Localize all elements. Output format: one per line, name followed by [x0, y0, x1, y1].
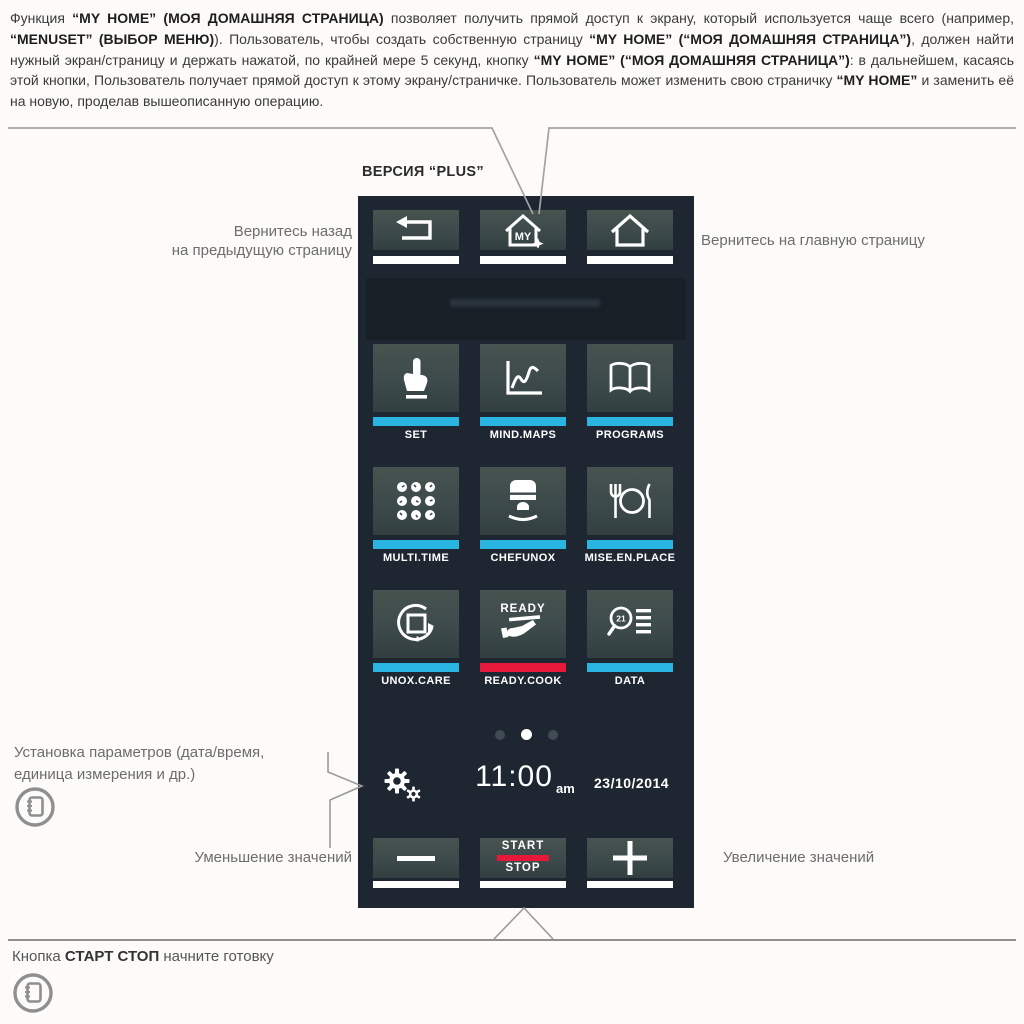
tile-set [373, 344, 459, 441]
programs-button[interactable] [587, 344, 673, 412]
nav-home-cell [587, 210, 673, 250]
tile-accent-bar [480, 540, 566, 549]
annotation-back [112, 222, 352, 260]
increase-cell [587, 838, 673, 878]
tile-chefunox [480, 467, 566, 564]
chefunox-toque-icon [503, 478, 543, 524]
page-indicator [358, 729, 694, 740]
footer-bold: СТАРТ СТОП [64, 948, 160, 965]
tile-programs [587, 344, 673, 441]
annotation-settings-line1: Установка параметров (дата/время, [14, 744, 265, 761]
annotation-decrease: Уменьшение значений [194, 849, 352, 866]
intro-text: , должен найти нужный экран/страницу и держать нажатой, по крайней мере 5 секунд, кнопку [10, 30, 1014, 68]
plus-icon [613, 841, 647, 875]
data-button[interactable] [587, 590, 673, 658]
intro-text: : в дальнейшем, касаясь этой кнопки, Пользователь получает прямой доступ к этому экрану/страничке. Пользователь может изменить свою страничку [10, 51, 1014, 89]
annotation-back-line1: Вернитесь назад [233, 223, 352, 240]
footer-text: начните готовку [159, 948, 274, 965]
annotation-increase: Увеличение значений [723, 849, 875, 866]
magnifier-digits: 21 [616, 613, 626, 624]
home-button[interactable] [587, 210, 673, 250]
version-label: ВЕРСИЯ “PLUS” [362, 164, 484, 180]
footer-caption [12, 948, 274, 965]
mise-en-place-plate-icon [606, 481, 654, 521]
tile-ready-cook [480, 590, 566, 687]
tile-accent-bar [480, 663, 566, 672]
back-button[interactable] [373, 210, 459, 250]
faint-header-zone [366, 278, 686, 340]
intro-text: и заменить её на новую, проделав вышеописанную операцию. [10, 72, 1015, 110]
ready-text: READY [500, 603, 546, 615]
button-underline [587, 256, 673, 264]
tile-accent-bar [373, 417, 459, 426]
faint-header-smudge [450, 299, 600, 307]
tile-accent-bar [480, 417, 566, 426]
tile-unox-care [373, 590, 459, 687]
annotation-home: Вернитесь на главную страницу [701, 232, 925, 249]
button-underline [480, 256, 566, 264]
settings-gear-button[interactable] [382, 766, 424, 807]
gears-icon [382, 766, 424, 802]
tile-accent-bar [373, 663, 459, 672]
mise-en-place-button[interactable] [587, 467, 673, 535]
decrease-cell [373, 838, 459, 878]
multi-time-button[interactable] [373, 467, 459, 535]
data-magnifier-icon [606, 604, 654, 644]
multi-time-clocks-icon [395, 480, 437, 522]
start-label: START [501, 840, 545, 853]
stop-label: STOP [505, 862, 541, 875]
pager-dot[interactable] [495, 730, 505, 740]
time-display: 11:00 [475, 760, 553, 793]
tile-mind-maps [480, 344, 566, 441]
chefunox-button[interactable] [480, 467, 566, 535]
set-hand-icon [394, 355, 438, 401]
button-underline [587, 881, 673, 888]
pager-dot-active[interactable] [521, 729, 532, 740]
intro-bold: “MENUSET” (ВЫБОР МЕНЮ) [10, 30, 215, 47]
intro-text: ). Пользователь, чтобы создать собственную страницу [214, 30, 590, 47]
divider-line [8, 939, 1016, 941]
unox-care-button[interactable] [373, 590, 459, 658]
mind-maps-button[interactable] [480, 344, 566, 412]
date-display: 23/10/2014 [594, 775, 670, 791]
set-button[interactable] [373, 344, 459, 412]
ready-cook-button[interactable] [480, 590, 566, 658]
minus-icon [397, 856, 435, 861]
tile-multi-time [373, 467, 459, 564]
tile-label: CHEFUNOX [490, 552, 556, 564]
tile-label: DATA [614, 675, 646, 687]
tile-accent-bar [587, 663, 673, 672]
button-underline [373, 881, 459, 888]
tile-mise-en-place [584, 467, 676, 564]
intro-bold: “MY HOME” (МОЯ ДОМАШНЯЯ СТРАНИЦА) [72, 10, 384, 26]
annotation-settings [14, 742, 264, 786]
plus-button[interactable] [587, 838, 673, 878]
unox-care-refresh-icon [393, 601, 439, 647]
intro-text: Функция [10, 10, 73, 26]
tile-data [587, 590, 673, 687]
button-underline [373, 256, 459, 264]
nav-myhome-cell [480, 210, 566, 250]
pager-dot[interactable] [548, 730, 558, 740]
intro-bold: “MY HOME” (“МОЯ ДОМАШНЯЯ СТРАНИЦА”) [589, 30, 912, 47]
programs-book-icon [606, 360, 654, 396]
button-underline [480, 881, 566, 888]
tile-accent-bar [587, 417, 673, 426]
ready-cook-tray-icon [497, 601, 549, 647]
meridiem-label: am [556, 781, 575, 796]
back-arrow-icon [393, 216, 439, 244]
start-stop-cell [480, 838, 566, 878]
tile-label: MIND.MAPS [489, 429, 557, 441]
tile-accent-bar [373, 540, 459, 549]
manual-booklet-icon [12, 972, 54, 1019]
intro-bold: “MY HOME” (“МОЯ ДОМАШНЯЯ СТРАНИЦА”) [533, 51, 850, 68]
manual-booklet-icon [14, 786, 56, 833]
tile-label: SET [404, 429, 428, 441]
oven-touchscreen-panel [358, 196, 694, 908]
home-icon [607, 212, 653, 248]
intro-text: позволяет получить прямой доступ к экрану, который используется чаще всего (например, [383, 10, 1014, 26]
tile-label: READY.COOK [484, 675, 562, 687]
intro-bold: “MY HOME” [836, 72, 918, 89]
annotation-settings-line2: единица измерения и др.) [14, 766, 196, 783]
tile-label: UNOX.CARE [381, 675, 451, 687]
tile-label: PROGRAMS [596, 429, 664, 441]
tile-label: MISE.EN.PLACE [584, 552, 676, 564]
my-home-icon [500, 212, 546, 248]
nav-back-cell [373, 210, 459, 250]
my-home-button[interactable] [480, 210, 566, 250]
intro-paragraph [10, 8, 1014, 112]
minus-button[interactable] [373, 838, 459, 878]
tile-label: MULTI.TIME [382, 552, 450, 564]
footer-text: Кнопка [12, 948, 65, 965]
start-stop-button[interactable] [480, 838, 566, 878]
annotation-back-line2: на предыдущую страницу [171, 242, 352, 259]
tile-accent-bar [587, 540, 673, 549]
mind-maps-chart-icon [500, 357, 546, 399]
start-stop-red-bar [497, 855, 549, 862]
my-badge: MY [514, 231, 532, 243]
